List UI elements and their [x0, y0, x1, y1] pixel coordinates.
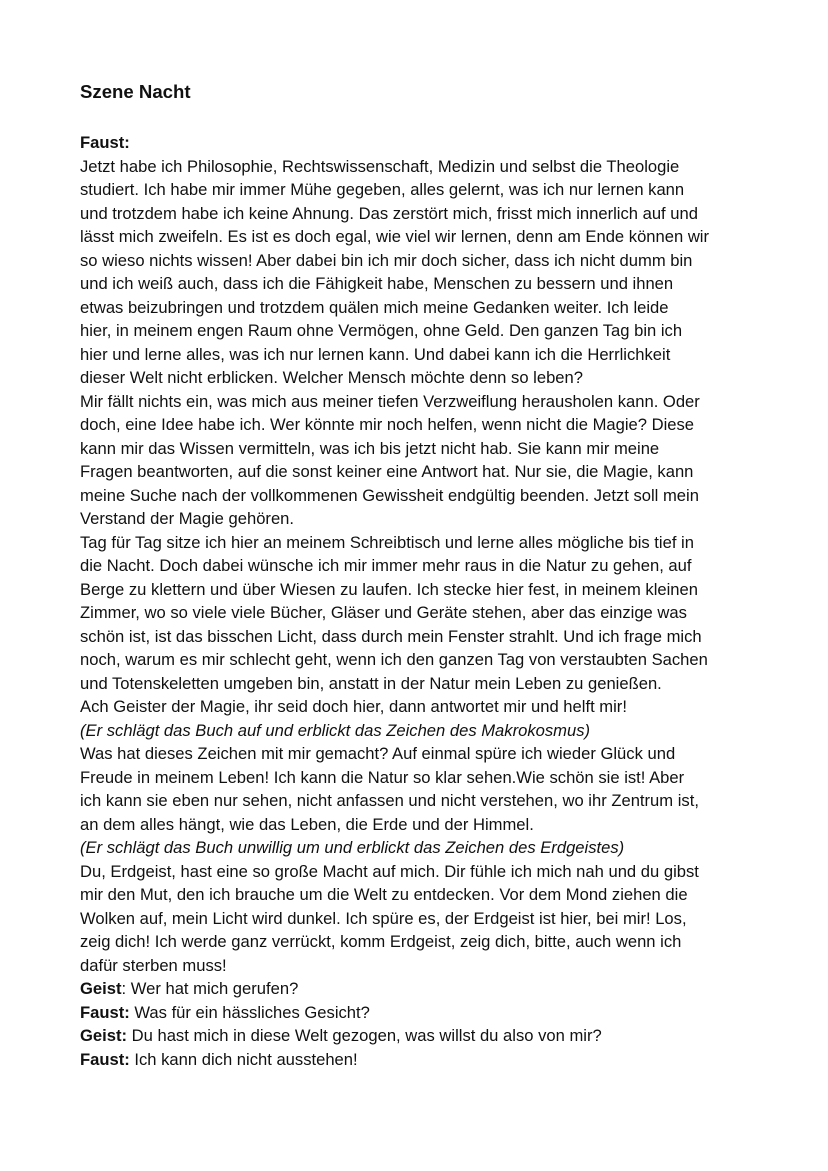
text-line: die Nacht. Doch dabei wünsche ich mir immer mehr raus in die Natur zu gehen, auf — [80, 556, 692, 575]
text-line: Wolken auf, mein Licht wird dunkel. Ich spüre es, der Erdgeist ist hier, bei mir! Los, — [80, 908, 687, 928]
text-line: hier und lerne alles, was ich nur lernen kann. Und dabei kann ich die Herrlichkeit — [80, 344, 671, 364]
speaker-separator: : — [121, 979, 127, 998]
paragraph-3 — [80, 531, 770, 719]
text-line: Was hat dieses Zeichen mit mir gemacht? Auf einmal spüre ich wieder Glück und — [80, 744, 676, 763]
text-line: studiert. Ich habe mir immer Mühe gegeben, alles gelernt, was ich nur lernen kann — [80, 180, 685, 199]
dialogue — [80, 977, 770, 1071]
text-line: zeig dich! Ich werde ganz verrückt, komm Erdgeist, zeig dich, bitte, auch wenn ich — [80, 932, 682, 951]
dialogue-text: Was für ein hässliches Gesicht? — [129, 1002, 370, 1022]
text-line: schön ist, ist das bisschen Licht, dass durch mein Fenster strahlt. Und ich frage mich — [80, 626, 702, 646]
paragraph-5 — [80, 860, 770, 978]
dialogue-text: Ich kann dich nicht ausstehen! — [129, 1049, 358, 1069]
text-line: Ach Geister der Magie, ihr seid doch hier, dann antwortet mir und helft mir! — [80, 697, 627, 716]
text-line: und trotzdem habe ich keine Ahnung. Das zerstört mich, frisst mich innerlich auf und — [80, 203, 698, 223]
text-line: Berge zu klettern und über Wiesen zu laufen. Ich stecke hier fest, in meinem kleinen — [80, 579, 698, 599]
dialogue-line — [80, 1048, 770, 1072]
stage-direction-1: (Er schlägt das Buch auf und erblickt das Zeichen des Makrokosmus) — [80, 720, 591, 740]
speaker-label: Geist — [80, 979, 122, 998]
dialogue-line — [80, 1024, 770, 1048]
speaker-label: Faust: — [80, 1002, 130, 1022]
text-line: Mir fällt nichts ein, was mich aus meiner tiefen Verzweiflung herausholen kann. Oder — [80, 391, 700, 411]
text-line: Zimmer, wo so viele viele Bücher, Gläser und Geräte stehen, aber das einzige was — [80, 603, 687, 622]
dialogue-text: Du hast mich in diese Welt gezogen, was willst du also von mir? — [127, 1026, 602, 1045]
speaker-label: Faust: — [80, 1049, 130, 1069]
dialogue-text: Wer hat mich gerufen? — [126, 979, 299, 998]
text-line: meine Suche nach der vollkommenen Gewissheit endgültig beenden. Jetzt soll mein — [80, 485, 699, 505]
text-line: Tag für Tag sitze ich hier an meinem Schreibtisch und lerne alles mögliche bis tief in — [80, 532, 694, 552]
text-line: etwas beizubringen und trotzdem quälen mich meine Gedanken weiter. Ich leide — [80, 297, 669, 317]
dialogue-line — [80, 977, 770, 1001]
text-line: und Totenskeletten umgeben bin, anstatt in der Natur mein Leben zu genießen. — [80, 673, 662, 693]
paragraph-1 — [80, 155, 770, 390]
paragraph-4 — [80, 742, 770, 836]
text-line: Jetzt habe ich Philosophie, Rechtswissenschaft, Medizin und selbst die Theologie — [80, 156, 680, 176]
text-line: Freude in meinem Leben! Ich kann die Natur so klar sehen.Wie schön sie ist! Aber — [80, 767, 685, 787]
text-line: mir den Mut, den ich brauche um die Welt zu entdecken. Vor dem Mond ziehen die — [80, 885, 688, 904]
document-page — [80, 79, 770, 1071]
speaker-label: Geist: — [80, 1026, 128, 1045]
text-line: an dem alles hängt, wie das Leben, die Erde und der Himmel. — [80, 814, 534, 834]
text-line: dieser Welt nicht erblicken. Welcher Mensch möchte denn so leben? — [80, 368, 583, 387]
stage-direction-2: (Er schlägt das Buch unwillig um und erblickt das Zeichen des Erdgeistes) — [80, 838, 625, 857]
text-line: hier, in meinem engen Raum ohne Vermögen, ohne Geld. Den ganzen Tag bin ich — [80, 321, 683, 340]
text-line: kann mir das Wissen vermitteln, was ich bis jetzt nicht hab. Sie kann mir meine — [80, 438, 660, 458]
text-line: Du, Erdgeist, hast eine so große Macht auf mich. Dir fühle ich mich nah und du gibst — [80, 861, 699, 881]
text-line: so wieso nichts wissen! Aber dabei bin ich mir doch sicher, dass ich nicht dumm bin — [80, 250, 693, 270]
text-line: noch, warum es mir schlecht geht, wenn ich den ganzen Tag von verstaubten Sachen — [80, 650, 708, 669]
text-line: Fragen beantworten, auf die sonst keiner eine Antwort hat. Nur sie, die Magie, kann — [80, 462, 694, 481]
scene-title: Szene Nacht — [80, 81, 191, 102]
text-line: lässt mich zweifeln. Es ist es doch egal, wie viel wir lernen, denn am Ende können wir — [80, 227, 710, 246]
text-line: doch, eine Idee habe ich. Wer könnte mir noch helfen, wenn nicht die Magie? Diese — [80, 415, 695, 434]
text-line: dafür sterben muss! — [80, 955, 227, 975]
dialogue-line — [80, 1001, 770, 1025]
text-line: und ich weiß auch, dass ich die Fähigkeit habe, Menschen zu bessern und ihnen — [80, 274, 674, 293]
speaker-label: Faust: — [80, 133, 130, 152]
paragraph-2 — [80, 390, 770, 531]
text-line: ich kann sie eben nur sehen, nicht anfassen und nicht verstehen, wo ihr Zentrum ist, — [80, 791, 699, 810]
text-line: Verstand der Magie gehören. — [80, 509, 295, 528]
